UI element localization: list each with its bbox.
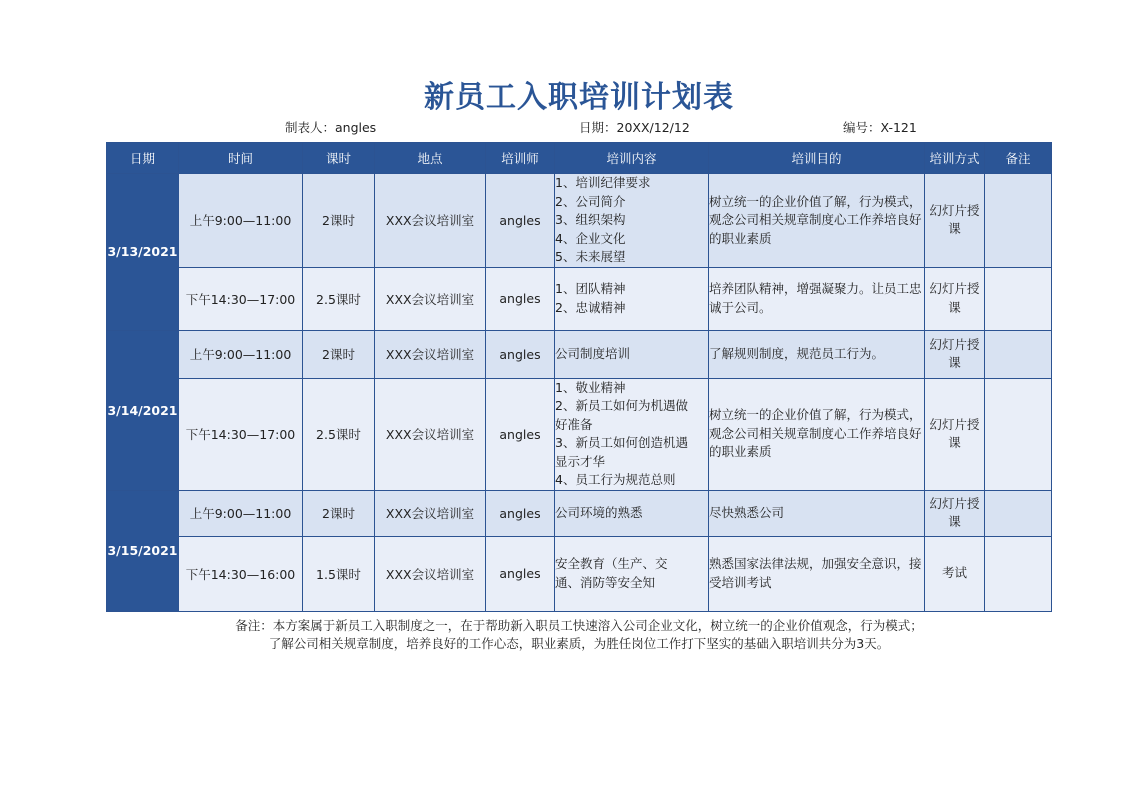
table-row xyxy=(107,330,1052,378)
remark-cell xyxy=(985,174,1052,268)
purpose-cell xyxy=(709,536,925,611)
table-row xyxy=(107,174,1052,268)
method-text: 幻灯片授课 xyxy=(929,336,980,370)
content-line: 3、新员工如何创造机遇 xyxy=(555,435,688,450)
place-cell: XXX会议培训室 xyxy=(375,378,486,490)
place-cell: XXX会议培训室 xyxy=(375,490,486,536)
method-cell xyxy=(925,267,985,330)
method-cell xyxy=(925,536,985,611)
remark-cell xyxy=(985,267,1052,330)
time-cell: 上午9:00—11:00 xyxy=(179,490,303,536)
method-text: 幻灯片授课 xyxy=(929,202,980,237)
content-line: 2、新员工如何为机遇做 xyxy=(555,398,688,413)
date-cell: 3/14/2021 xyxy=(107,330,179,490)
trainer-cell: angles xyxy=(486,490,555,536)
content-line: 显示才华 xyxy=(555,453,606,469)
content-line: 好准备 xyxy=(555,416,593,432)
purpose-text: 熟悉国家法律法规，加强安全意识，接受培训考试 xyxy=(709,556,922,590)
date-cell: 3/13/2021 xyxy=(107,174,179,331)
header-date: 日期 xyxy=(107,143,179,174)
remark-cell xyxy=(985,378,1052,490)
table-row xyxy=(107,267,1052,330)
header-row xyxy=(107,143,1052,174)
content-line: 2、忠诚精神 xyxy=(555,299,626,315)
content-line: 4、企业文化 xyxy=(555,230,626,246)
table-row xyxy=(107,536,1052,611)
content-line: 安全教育（生产、交 xyxy=(555,556,668,571)
hours-cell: 2课时 xyxy=(303,174,375,268)
purpose-cell xyxy=(709,330,925,378)
purpose-text: 树立统一的企业价值了解，行为模式，观念公司相关规章制度心工作养培良好的职业素质 xyxy=(709,407,922,460)
trainer-cell: angles xyxy=(486,174,555,268)
content-line: 公司环境的熟悉 xyxy=(555,504,643,520)
remark-cell xyxy=(985,330,1052,378)
place-cell: XXX会议培训室 xyxy=(375,330,486,378)
trainer-cell: angles xyxy=(486,378,555,490)
trainer-cell: angles xyxy=(486,330,555,378)
method-text: 幻灯片授课 xyxy=(929,495,980,529)
content-cell xyxy=(555,490,709,536)
content-line: 公司制度培训 xyxy=(555,345,631,361)
purpose-text: 树立统一的企业价值了解，行为模式，观念公司相关规章制度心工作养培良好的职业素质 xyxy=(709,193,922,246)
content-line: 1、敬业精神 xyxy=(555,379,626,395)
place-cell: XXX会议培训室 xyxy=(375,267,486,330)
method-text: 幻灯片授课 xyxy=(929,416,980,450)
purpose-cell xyxy=(709,174,925,268)
content-line: 通、消防等安全知 xyxy=(555,574,656,590)
content-line: 1、团队精神 xyxy=(555,281,626,296)
method-cell xyxy=(925,330,985,378)
header-place: 地点 xyxy=(375,143,486,174)
table-row xyxy=(107,490,1052,536)
method-text: 考试 xyxy=(941,565,967,581)
content-cell xyxy=(555,330,709,378)
hours-cell: 2课时 xyxy=(303,490,375,536)
header-remark: 备注 xyxy=(985,143,1052,174)
method-text: 幻灯片授课 xyxy=(929,281,980,315)
time-cell: 下午14:30—17:00 xyxy=(179,267,303,330)
time-cell: 下午14:30—16:00 xyxy=(179,536,303,611)
content-cell xyxy=(555,267,709,330)
header-purpose: 培训目的 xyxy=(709,143,925,174)
page-title: 新员工入职培训计划表 xyxy=(424,80,734,115)
date-label: 日期：20XX/12/12 xyxy=(579,120,690,135)
method-cell xyxy=(925,378,985,490)
training-plan-table xyxy=(106,142,1052,612)
note-line-2: 了解公司相关规章制度，培养良好的工作心态，职业素质，为胜任岗位工作打下坚实的基础入职培训共分为3天。 xyxy=(268,636,890,651)
time-cell: 上午9:00—11:00 xyxy=(179,330,303,378)
time-cell: 下午14:30—17:00 xyxy=(179,378,303,490)
header-trainer: 培训师 xyxy=(486,143,555,174)
table-row xyxy=(107,378,1052,490)
method-cell xyxy=(925,490,985,536)
date-cell: 3/15/2021 xyxy=(107,490,179,611)
content-line: 4、员工行为规范总则 xyxy=(555,472,676,487)
note-line-1: 备注：本方案属于新员工入职制度之一，在于帮助新入职员工快速溶入公司企业文化，树立统一的企业价值观念，行为模式； xyxy=(235,618,923,633)
place-cell: XXX会议培训室 xyxy=(375,536,486,611)
purpose-text: 尽快熟悉公司 xyxy=(709,504,785,520)
purpose-cell xyxy=(709,267,925,330)
method-cell xyxy=(925,174,985,268)
remark-cell xyxy=(985,490,1052,536)
content-cell xyxy=(555,174,709,268)
place-cell: XXX会议培训室 xyxy=(375,174,486,268)
hours-cell: 2课时 xyxy=(303,330,375,378)
maker-label: 制表人：angles xyxy=(285,120,377,135)
remark-cell xyxy=(985,536,1052,611)
content-line: 3、组织架构 xyxy=(555,212,626,227)
header-hours: 课时 xyxy=(303,143,375,174)
purpose-text: 了解规则制度，规范员工行为。 xyxy=(709,345,885,361)
purpose-cell xyxy=(709,378,925,490)
purpose-text: 培养团队精神，增强凝聚力。让员工忠诚于公司。 xyxy=(709,281,922,315)
content-cell xyxy=(555,536,709,611)
content-line: 2、公司简介 xyxy=(555,193,626,209)
time-cell: 上午9:00—11:00 xyxy=(179,174,303,268)
content-line: 1、培训纪律要求 xyxy=(555,175,651,190)
hours-cell: 1.5课时 xyxy=(303,536,375,611)
hours-cell: 2.5课时 xyxy=(303,267,375,330)
hours-cell: 2.5课时 xyxy=(303,378,375,490)
header-content: 培训内容 xyxy=(555,143,709,174)
header-time: 时间 xyxy=(179,143,303,174)
content-cell xyxy=(555,378,709,490)
code-label: 编号：X-121 xyxy=(843,120,917,135)
trainer-cell: angles xyxy=(486,536,555,611)
header-method: 培训方式 xyxy=(925,143,985,174)
content-line: 5、未来展望 xyxy=(555,249,626,264)
purpose-cell xyxy=(709,490,925,536)
trainer-cell: angles xyxy=(486,267,555,330)
